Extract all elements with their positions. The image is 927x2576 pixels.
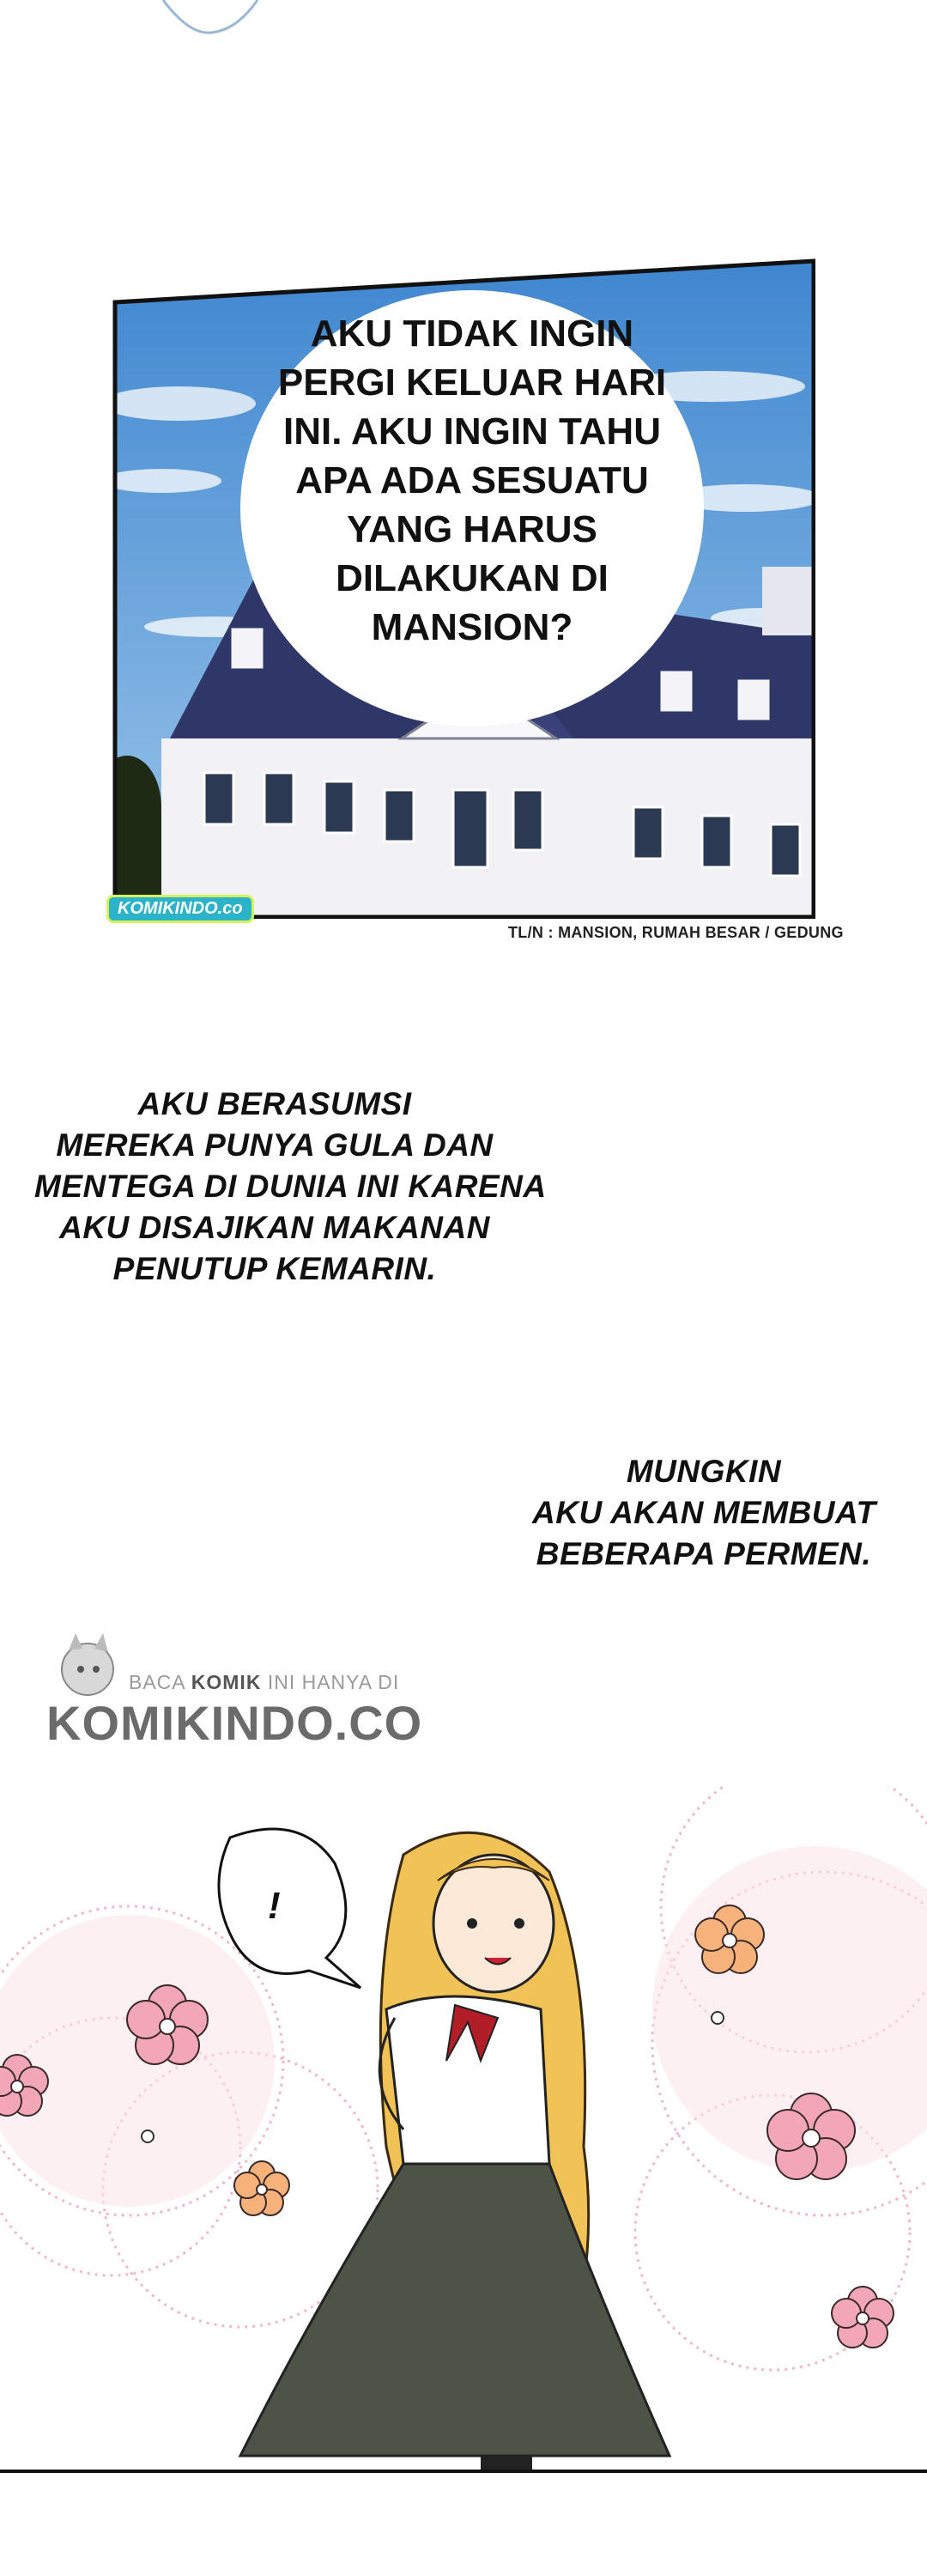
speech-bubble [232,283,712,738]
watermark [46,1631,423,1752]
watermark-line1: BACA KOMIK INI HANYA DI [129,1671,400,1693]
cutoff-bubble [154,0,266,43]
girl-panel [0,1786,927,2473]
exclaim-bubble [219,1829,360,1988]
girl-illustration [0,1786,927,2473]
mascot-icon [46,1631,124,1700]
exclaim-text: ! [268,1885,281,1927]
komikindo-badge: KOMIKINDO.co [106,895,254,923]
watermark-line2: KOMIKINDO.CO [46,1696,423,1750]
narration-caption-1: AKU BERASUMSI MEREKA PUNYA GULA DAN MENTEGA DI DUNIA INI KARENA AKU DISAJIKAN MAKANAN PENUTUP KEMARIN. [34,1086,547,1286]
narration-caption-2: MUNGKIN AKU AKAN MEMBUAT BEBERAPA PERMEN. [532,1454,876,1571]
speech-text: AKU TIDAK INGIN PERGI KELUAR HARI INI. AKU INGIN TAHU APA ADA SESUATU YANG HARUS DILAKUKAN DI MANSION? [277,313,667,648]
translator-note: TL/N : MANSION, RUMAH BESAR / GEDUNG [508,924,844,941]
